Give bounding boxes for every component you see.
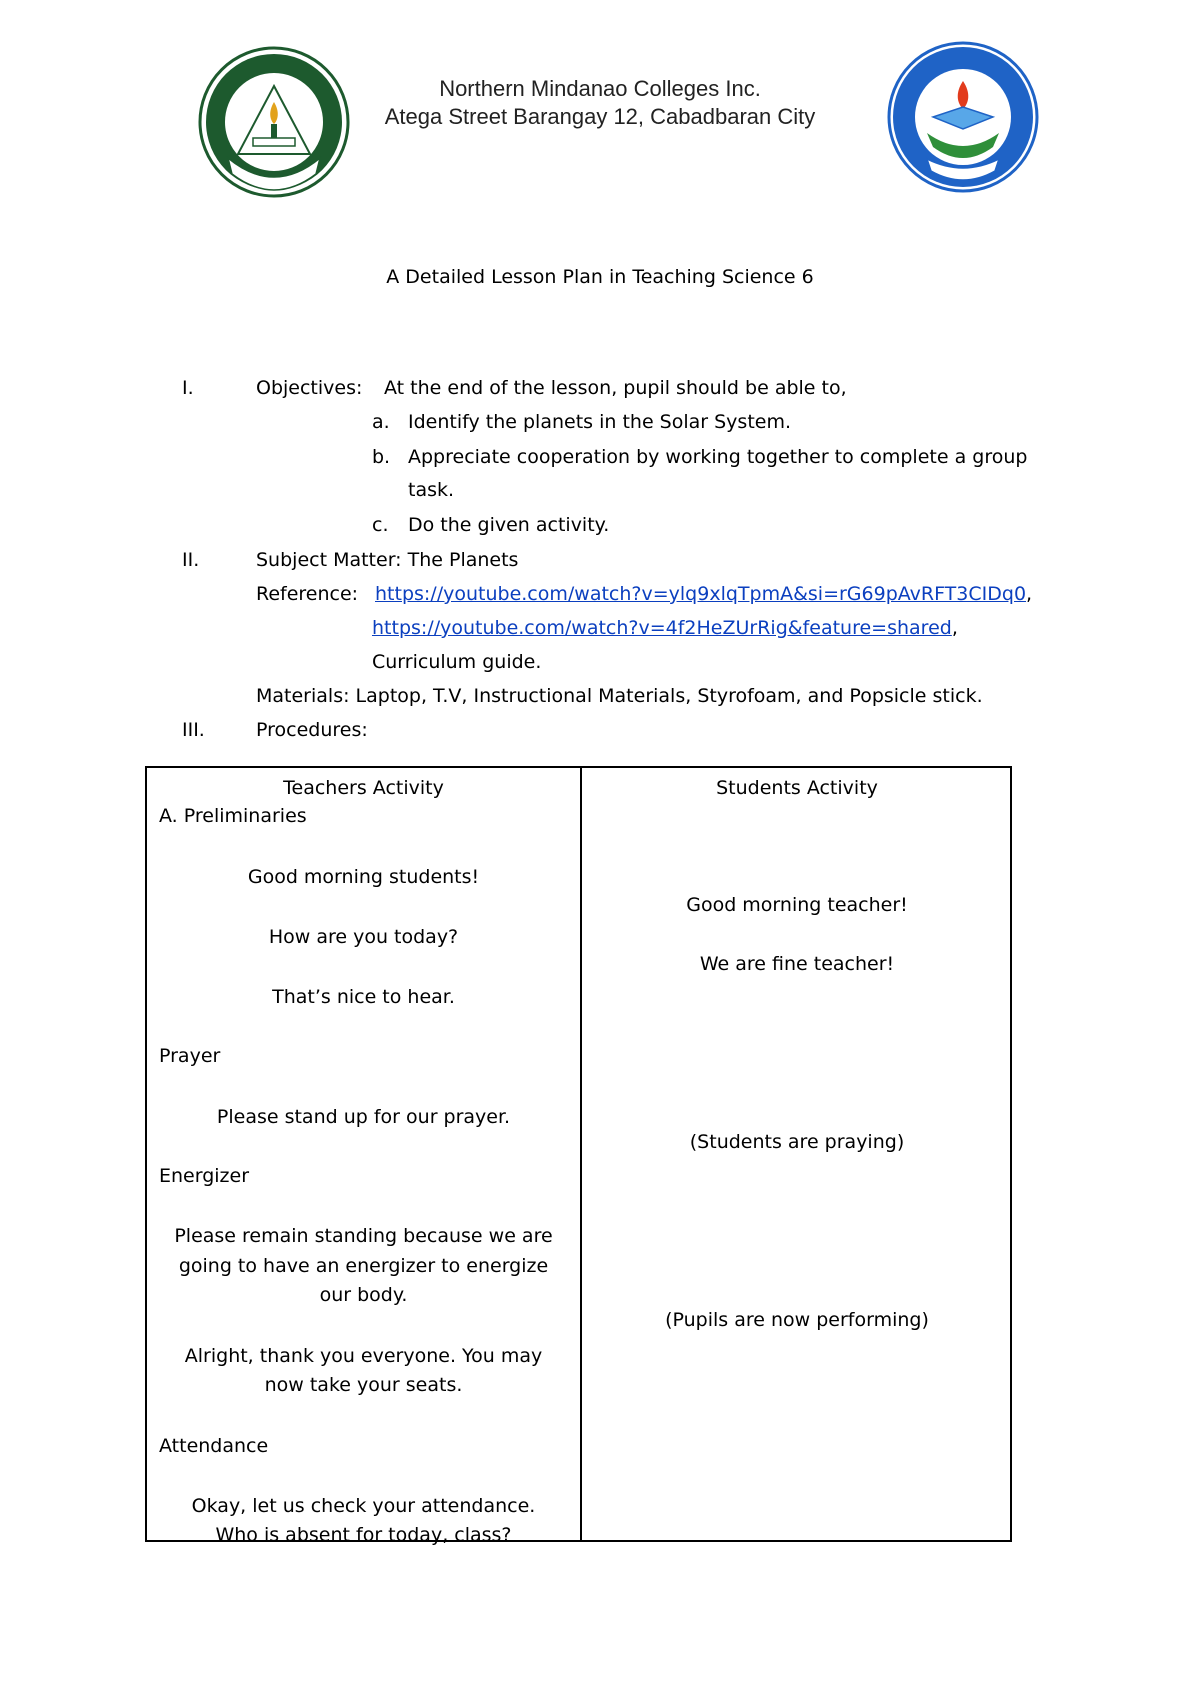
objective-text: Identify the planets in the Solar System. [408, 411, 792, 433]
teacher-line: Who is absent for today, class? [215, 1524, 512, 1546]
teacher-line: Please remain standing because we are [174, 1225, 553, 1247]
reference-label: Reference: [256, 583, 359, 605]
energizer-heading: Energizer [159, 1165, 250, 1187]
teacher-line: Alright, thank you everyone. You may [184, 1345, 543, 1367]
institution-address: Atega Street Barangay 12, Cabadbaran City [384, 104, 816, 129]
section-3-number: III. [182, 719, 205, 741]
teacher-line: now take your seats. [264, 1374, 463, 1396]
reference-link-1[interactable]: https://youtube.com/watch?v=ylq9xlqTpmA&si=rG69pAvRFT3CIDq0 [375, 583, 1027, 605]
reference-comma: , [1026, 583, 1033, 605]
institution-name: Northern Mindanao Colleges Inc. [439, 76, 761, 101]
student-line: (Pupils are now performing) [665, 1309, 929, 1331]
teacher-line: That’s nice to hear. [272, 986, 455, 1008]
procedures-heading: Procedures: [256, 719, 368, 741]
objective-letter: c. [372, 514, 389, 536]
materials: Materials: Laptop, T.V, Instructional Materials, Styrofoam, and Popsicle stick. [256, 685, 983, 707]
reference-link[interactable] [372, 617, 958, 639]
section-1-number: I. [182, 377, 194, 399]
teacher-line: How are you today? [268, 926, 459, 948]
objective-letter: a. [372, 411, 390, 433]
objective-text: Appreciate cooperation by working together to complete a group [408, 446, 1028, 468]
reference-curriculum-guide: Curriculum guide. [372, 651, 542, 673]
student-line: We are fine teacher! [699, 953, 895, 975]
reference-link-2[interactable]: https://youtube.com/watch?v=4f2HeZUrRig&feature=shared [372, 617, 952, 639]
student-line: Good morning teacher! [686, 894, 908, 916]
subject-matter: Subject Matter: The Planets [256, 549, 519, 571]
teacher-line: Good morning students! [247, 866, 480, 888]
preliminaries-heading: A. Preliminaries [159, 805, 307, 827]
teacher-line: Okay, let us check your attendance. [191, 1495, 536, 1517]
teachers-activity-header: Teachers Activity [283, 777, 444, 799]
objective-text-continued: task. [408, 479, 455, 501]
teacher-line: our body. [319, 1284, 408, 1306]
student-line: (Students are praying) [689, 1131, 905, 1153]
section-1-text: At the end of the lesson, pupil should be able to, [384, 377, 847, 399]
teacher-line: going to have an energizer to energize [178, 1255, 549, 1277]
section-2-number: II. [182, 549, 200, 571]
reference-comma: , [951, 617, 958, 639]
objective-letter: b. [372, 446, 391, 468]
document-title: A Detailed Lesson Plan in Teaching Science 6 [386, 266, 814, 288]
reference-link[interactable] [375, 583, 1032, 605]
students-activity-header: Students Activity [716, 777, 878, 799]
procedures-table [145, 766, 1012, 1546]
attendance-heading: Attendance [159, 1435, 269, 1457]
objective-text: Do the given activity. [408, 514, 610, 536]
section-1-label: Objectives: [256, 377, 363, 399]
prayer-heading: Prayer [159, 1045, 221, 1067]
teacher-line: Please stand up for our prayer. [216, 1106, 511, 1128]
